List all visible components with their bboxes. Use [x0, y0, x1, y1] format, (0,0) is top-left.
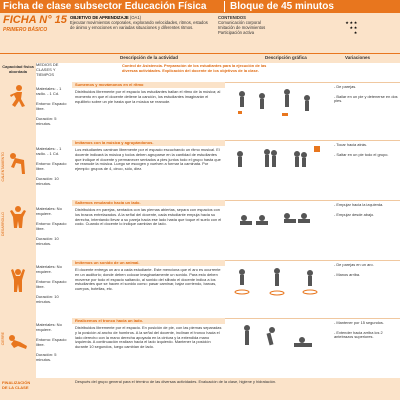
col-descripcion: Descripción de la actividad	[120, 55, 179, 60]
page-header	[0, 0, 400, 13]
capacity-column	[0, 62, 36, 400]
star-rating: ★	[353, 30, 358, 35]
objective-label: OBJETIVO DE APRENDIZAJE	[70, 15, 129, 20]
header-duration: Bloque de 45 minutos	[230, 1, 334, 12]
activity-block	[72, 260, 400, 319]
activity-resources: Materiales: No requiere. Entorno: Espacio libre. Duración: 10 minutos.	[36, 264, 67, 304]
activity-variants: - Tocar hacia atrás. - Saltar en un pie todo el grupo.	[334, 142, 389, 157]
section-vlabel: CALENTAMIENTO	[1, 152, 5, 182]
intro-block	[72, 62, 400, 83]
activity-block	[72, 318, 400, 379]
side-bend-illustration	[232, 322, 322, 358]
activity-block	[72, 82, 400, 141]
activity-title: Saltemos emulando hacia un lado.	[72, 200, 225, 206]
activity-description: El docente entrega un aro a cada estudiante. Este menciona que el aro es ocurrente en un auditorio; donde deben colocar imaginariamente un sonido. Para esto deben moverse por todo el espacio saltando, al sonido del silbato el docente indica a los estudiantes que se hacen el sonido como: pasar caminar, bajar corriendo, barcas, cuerpos, botellas, etc.	[75, 267, 221, 292]
medios-header: MEDIOS DE CLASES Y TIEMPOS	[36, 62, 59, 77]
intro-text: Control de Asistencia. Preparación de los estudiantes para la ejecución de las diversas actividades. Explicación del docente de los objetivos de la clase.	[122, 63, 267, 73]
strength-figure-icon	[8, 204, 28, 230]
activity-block	[72, 140, 400, 201]
stretch-figure-icon	[8, 268, 28, 294]
closing-text: Después del grupo general para el término de las diversas actividades. Evaluación de la clase, higiene y hidratación.	[75, 379, 277, 384]
content-item: Imitación de movimientos ★★	[218, 25, 358, 30]
section-vlabel: CIERRE	[1, 332, 5, 346]
star-rating: ★★	[349, 25, 358, 30]
activity-resources: Materiales: - 1 radio. - 1 Cd. Entorno: Espacio libre. Duración: 10 minutos.	[36, 146, 67, 186]
closing-section	[0, 378, 400, 400]
activity-variants: - Mantener por 15 segundos. - Extender hacia arriba los 2 antebrazos superiores.	[334, 320, 384, 340]
activity-variants: - Empujar hacia la izquierda. - Empujar desde abajo.	[334, 202, 384, 217]
objective-box	[70, 15, 210, 30]
contents-label: CONTENIDOS	[218, 15, 246, 20]
section-vlabel: DESARROLLO	[1, 212, 5, 236]
activity-title: Sumemos y movámonos en el ritmo	[72, 82, 225, 88]
closing-label: FINALIZACIÓN DE LA CLASE	[2, 380, 31, 390]
col-capacidad: Capacidad física abordada	[2, 64, 34, 74]
pairs-pushing-illustration	[232, 204, 322, 240]
activity-block	[72, 200, 400, 261]
content-item: Comunicación corporal ★★★	[218, 20, 358, 25]
running-figure-icon	[8, 84, 28, 110]
hoop-children-illustration	[232, 264, 322, 300]
activity-variants: - De parejas. - Bailar en un pie y detenerse en dos pies.	[334, 84, 398, 104]
objective-text: Ejecutar movimientos corporales, explorando velocidades, ritmos, estados de ánimo y emociones en variadas situaciones y diferentes ritmos.	[70, 20, 208, 30]
col-variantes: Variaciones	[345, 55, 371, 60]
header-separator	[224, 1, 225, 12]
activity-description: Distribuidos en parejas, sentados con las piernas abiertas, separa con espacios con los brazos entrelazados. A la señal del docente, cada estudiante empuja hacia su derecha, intentando llevar a su pareja hacia ese lado hasta que toque el suelo con el codo. Cuando el docente lo indique cambian de lado.	[75, 207, 222, 227]
activity-resources: Materiales: - 1 radio. - 1 Cd. Entorno: Espacio libre. Duración: 5 minutos.	[36, 86, 67, 126]
activity-title: Imitemos un sonido de un animal.	[72, 260, 225, 266]
header-title: Ficha de clase subsector Educación Física	[3, 1, 207, 12]
activities-area	[72, 62, 400, 400]
grouping-children-illustration	[232, 144, 322, 180]
contents-box	[218, 15, 358, 35]
activity-title: Imitamos con la música y agrupándonos.	[72, 140, 225, 146]
ficha-level: PRIMERO BÁSICO	[3, 27, 48, 33]
star-rating: ★★★	[345, 20, 358, 25]
content-item: Participación activa ★	[218, 30, 358, 35]
sitting-figure-icon	[8, 326, 28, 352]
activity-description: Distribuidos libremente por el espacio. En posición de pie, con las piernas separadas y la posición al ancho de hombros. A la señal del docente, inclinan el tronco hacia el lado derecho con la mano derecha apoyada en la cintura y la extendida mano izquierda. A continuación realizan hacia el lado izquierdo. Mantener la posición durante 10 segundos, luego cambian de lado.	[75, 325, 222, 350]
activity-description: Los estudiantes caminan libremente por el espacio escuchando un ritmo musical. El docente indicará la música y todos deben agruparse en la cantidad de estudiantes que indique el docente y permanecer sentados a pies juntos todo el grupo hasta que se reanude la música. Luego se escogen y vuelven a formar la caminata. Por ejemplo: grupos de 4, cinco, sólo, diez.	[75, 147, 221, 172]
dancing-children-illustration	[232, 86, 322, 122]
activity-description: Distribuidos libremente por el espacio los estudiantes bailan el ritmo de la música; al momento en que el docente detiene la canción, los estudiantes imaginarán el equilibrio sobre un pie hasta que la música se reanude.	[75, 89, 221, 104]
ficha-number: FICHA N° 15	[3, 14, 67, 26]
activity-resources: Materiales: No requiere. Entorno: Espacio libre. Duración: 10 minutos.	[36, 206, 67, 246]
activity-resources: Materiales: No requiere. Entorno: Espacio libre. Duración: 5 minutos.	[36, 322, 67, 362]
info-panel	[0, 13, 400, 53]
objective-code: (OA1)	[129, 15, 142, 20]
bending-figure-icon	[8, 150, 28, 176]
activity-variants: - De parejas en un aro. - Manos arriba.	[334, 262, 374, 277]
activity-title: Realicemos el tronco hacia un lado.	[72, 318, 225, 324]
col-grafica: Descripción gráfica	[265, 55, 307, 60]
